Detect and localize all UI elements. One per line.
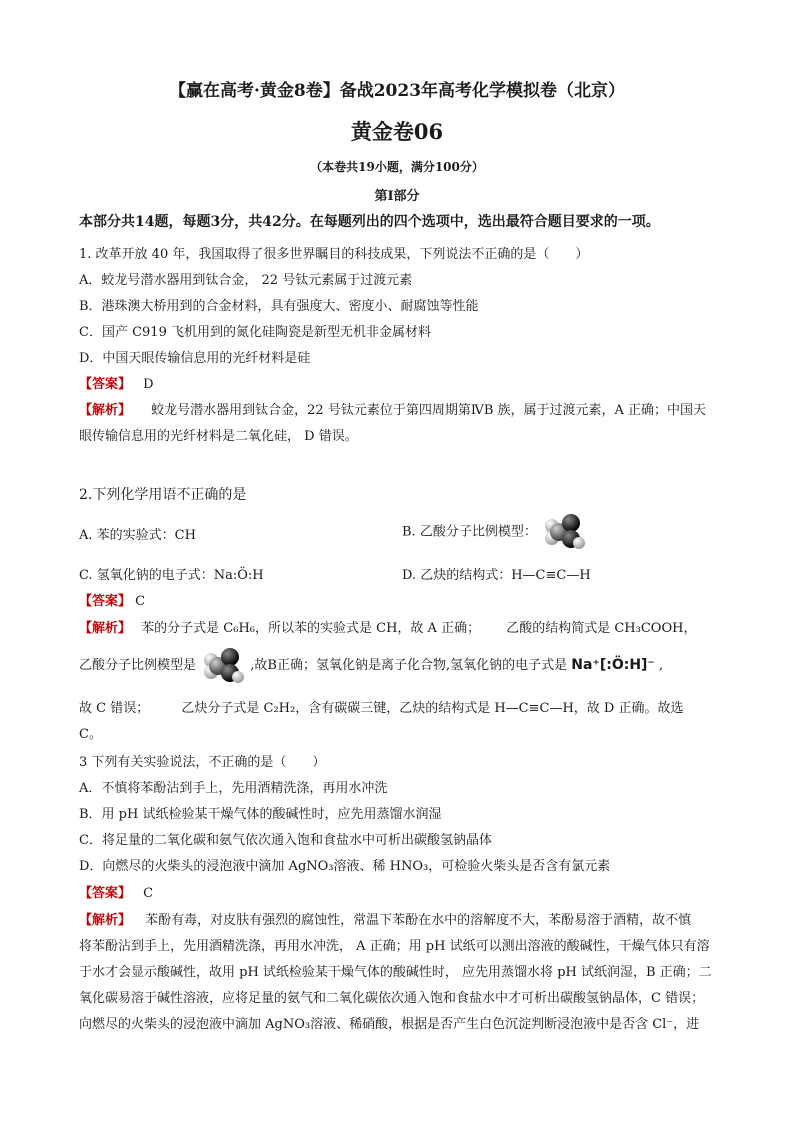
acetic-acid-model-icon xyxy=(200,646,246,686)
q2-analysis-text-4: C。 xyxy=(79,727,102,742)
q1-stem: 1. 改革开放 40 年，我国取得了很多世界瞩目的科技成果，下列说法不正确的是（ ） xyxy=(79,247,589,262)
q2-analysis-line-2 xyxy=(79,643,663,687)
q3-answer xyxy=(79,882,153,901)
exam-series-title: 【赢在高考·黄金8卷】备战2023年高考化学模拟卷（北京） xyxy=(168,81,626,101)
q2-analysis-text-2c: , xyxy=(658,658,664,673)
analysis-tag: 【解析】 xyxy=(79,403,132,418)
acetic-acid-model-icon xyxy=(541,512,587,552)
q1-option-b: B．港珠澳大桥用到的合金材料，具有强度大、密度小、耐腐蚀等性能 xyxy=(79,299,479,314)
answer-tag: 【答案】 xyxy=(79,377,132,392)
q3-analysis-text-2: 将苯酚沾到手上，先用酒精洗涤，再用水冲洗， A 正确；用 pH 试纸可以测出溶液的酸碱性，干燥气体只有溶 xyxy=(79,939,710,954)
q1-option-d: D．中国天眼传输信息用的光纤材料是硅 xyxy=(79,351,311,366)
q2-option-c: C. 氢氧化钠的电子式：Na:Ö:H xyxy=(79,568,264,583)
q3-analysis xyxy=(79,909,691,928)
q1-analysis xyxy=(79,399,706,418)
q1-analysis-text-2: 眼传输信息用的光纤材料是二氧化硅， D 错误。 xyxy=(79,429,358,444)
q2-option-a: A. 苯的实验式：CH xyxy=(79,528,196,543)
q2-option-b xyxy=(402,512,587,552)
q2-answer xyxy=(79,590,145,609)
exam-meta: （本卷共19小题，满分100分） xyxy=(310,160,484,174)
analysis-tag: 【解析】 xyxy=(79,913,132,928)
q1-analysis-text-1: 蛟龙号潜水器用到钛合金，22 号钛元素位于第四周期第ⅣB 族，属于过渡元素，A 正确；中国天 xyxy=(151,403,707,418)
q3-answer-value: C xyxy=(143,886,154,901)
q2-analysis-text-3b: 乙炔分子式是 C₂H₂，含有碳碳三键，乙炔的结构式是 H—C≡C—H，故 D 正确。故选 xyxy=(181,701,684,716)
q1-answer xyxy=(79,373,154,392)
q2-analysis-line-3 xyxy=(79,697,683,716)
naoh-electron-formula: Na⁺[:Ö:H]⁻ xyxy=(571,657,655,673)
q3-stem: 3 下列有关实验说法，不正确的是（ ） xyxy=(79,755,326,770)
part-instructions: 本部分共14题，每题3分，共42分。在每题列出的四个选项中，选出最符合题目要求的一项。 xyxy=(79,214,660,230)
q3-option-a: A．不慎将苯酚沾到手上，先用酒精洗涤，再用水冲洗 xyxy=(79,781,388,796)
q3-analysis-text-5: 向燃尽的火柴头的浸泡液中滴加 AgNO₃溶液、稀硝酸，根据是否产生白色沉淀判断浸泡液中是否含 Cl⁻，进 xyxy=(79,1017,700,1032)
q1-option-a: A．蛟龙号潜水器用到钛合金， 22 号钛元素属于过渡元素 xyxy=(79,273,413,288)
q3-analysis-text-4: 氧化碳易溶于碱性溶液，应将足量的氨气和二氧化碳依次通入饱和食盐水中才可析出碳酸氢钠晶体，C 错误； xyxy=(79,991,705,1006)
q3-analysis-text-1: 苯酚有毒，对皮肤有强烈的腐蚀性，常温下苯酚在水中的溶解度不大，苯酚易溶于酒精，故不慎 xyxy=(145,913,692,928)
q2-analysis-text-2b: ,故B正确；氢氧化钠是离子化合物,氢氧化钠的电子式是 xyxy=(250,658,568,673)
q2-option-d: D. 乙炔的结构式：H—C≡C—H xyxy=(402,568,591,583)
q2-analysis xyxy=(79,617,696,636)
q3-analysis-text-3: 于水才会显示酸碱性，故用 pH 试纸检验某干燥气体的酸碱性时， 应先用蒸馏水将 pH 试纸润湿，B 正确；二 xyxy=(79,965,712,980)
q3-option-b: B．用 pH 试纸检验某干燥气体的酸碱性时，应先用蒸馏水润湿 xyxy=(79,807,442,822)
answer-tag: 【答案】 xyxy=(79,594,132,609)
q2-analysis-text-1a: 苯的分子式是 C₆H₆，所以苯的实验式是 CH，故 A 正确； xyxy=(141,621,481,636)
q2-analysis-text-3a: 故 C 错误； xyxy=(79,701,150,716)
q3-option-d: D．向燃尽的火柴头的浸泡液中滴加 AgNO₃溶液、稀 HNO₃，可检验火柴头是否含有氯元素 xyxy=(79,859,611,874)
q2-answer-value: C xyxy=(135,594,146,609)
answer-tag: 【答案】 xyxy=(79,886,132,901)
analysis-tag: 【解析】 xyxy=(79,621,132,636)
q1-option-c: C．国产 C919 飞机用到的氮化硅陶瓷是新型无机非金属材料 xyxy=(79,325,431,340)
q2-analysis-text-2a: 乙酸分子比例模型是 xyxy=(79,658,197,673)
q2-analysis-text-1b: 乙酸的结构简式是 CH₃COOH， xyxy=(506,621,697,636)
part-heading: 第Ⅰ部分 xyxy=(374,189,420,204)
exam-paper-title: 黄金卷06 xyxy=(350,119,444,144)
q2-stem: 2.下列化学用语不正确的是 xyxy=(79,487,247,503)
q3-option-c: C．将足量的二氧化碳和氨气依次通入饱和食盐水中可析出碳酸氢钠晶体 xyxy=(79,833,492,848)
q2-option-b-text: B. 乙酸分子比例模型： xyxy=(402,524,537,540)
q1-answer-value: D xyxy=(143,377,154,392)
